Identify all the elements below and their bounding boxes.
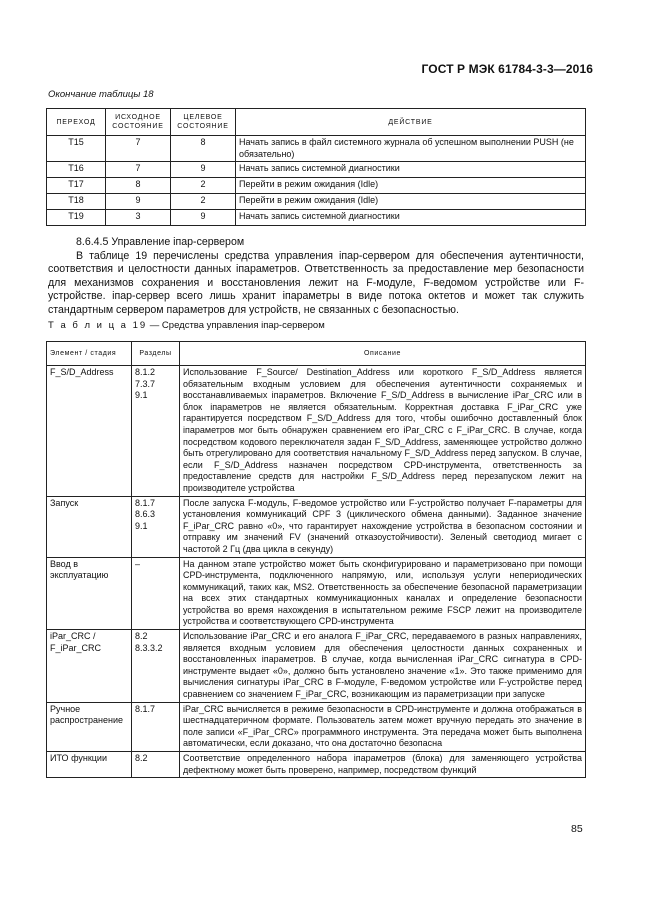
page-number: 85 [571,823,583,835]
table-row [47,162,586,178]
cell-element: ИТО функции [47,752,132,778]
cell-target: 9 [171,162,236,178]
cell-source: 7 [106,136,171,162]
col-header-element: Элемент / стадия [47,342,132,366]
table-19-caption [48,320,325,331]
cell-source: 7 [106,162,171,178]
cell-transition: T15 [47,136,106,162]
table-19 [46,341,586,778]
cell-sections: 8.1.7 8.6.3 9.1 [132,496,180,557]
cell-sections: 8.2 8.3.3.2 [132,630,180,703]
document-header: ГОСТ Р МЭК 61784-3-3—2016 [421,62,593,76]
cell-transition: T19 [47,210,106,226]
cell-description: iPar_CRC вычисляется в режиме безопасности в CPD-инструменте и должна отображаться в шестнадцатеричном формате. Пользователь затем может вручную передать это значение в поле записи «F_iPar_CRC» программного инструмента. Эта передача может быть выполнена автоматически, если доказано, что она достаточно безопасна [180,702,586,751]
table-row [47,630,586,703]
cell-action: Перейти в режим ожидания (Idle) [236,178,586,194]
col-header-target-state: ЦЕЛЕВОЕ СОСТОЯНИЕ [171,109,236,136]
cell-target: 9 [171,210,236,226]
table-row [47,366,586,497]
cell-transition: T16 [47,162,106,178]
cell-action: Начать запись системной диагностики [236,162,586,178]
cell-source: 3 [106,210,171,226]
table-row [47,702,586,751]
cell-action: Начать запись системной диагностики [236,210,586,226]
cell-sections: 8.1.7 [132,702,180,751]
section-paragraph [48,250,584,317]
col-header-action: ДЕЙСТВИЕ [236,109,586,136]
table-row [47,496,586,557]
cell-sections: 8.2 [132,752,180,778]
cell-description: Соответствие определенного набора iпараметров (блока) для заменяющего устройства дефектному может быть проверено, например, посредством функций [180,752,586,778]
table-19-caption-label: Т а б л и ц а 19 [48,320,148,331]
cell-element: iPar_CRC / F_iPar_CRC [47,630,132,703]
cell-sections: – [132,557,180,630]
table-row [47,210,586,226]
table-18-caption: Окончание таблицы 18 [48,89,154,100]
cell-action: Перейти в режим ожидания (Idle) [236,194,586,210]
cell-action: Начать запись в файл системного журнала об успешном выполнении PUSH (не обязательно) [236,136,586,162]
cell-description: Использование iPar_CRC и его аналога F_iPar_CRC, передаваемого в разных направлениях, является входным условием для обеспечения целостности данных сохраненных и восстановленных iпараметров. В случае, когда вычисленная iPar_CRC сигнатура в CPD-инструменте выдает «0», должно быть установлено значение «1». Это также применимо для вычисления сигнатуры iPar_CRC в F-модуле, F-ведомом устройстве или F-устройстве перед сравнением со значением F_iPar_CRC, возникающим из параметризации при запуске [180,630,586,703]
cell-description: Использование F_Source/ Destination_Address или короткого F_S/D_Address является обязательным входным условием для обеспечения аутентичности сохраняемых и восстанавливаемых iпараметров. Включение F_S/D_Address в вычисление iPar_CRC или в блок iпараметров не является обязательным. Корректная доставка F_iPar_CRC уже гарантируется посредством F_S/D_Address для того, чтобы ошибочно доставленный блок iпараметров мог быть обнаружен сравнением его iPar_CRC с F_iPar_CRC. В случае, когда посредством кодового переключателя задан F_S/D_Address, заменяющее устройство должно быть отрегулировано для соответствия начальному F_S/D_Address перед запуском. В случае, если F_S/D_Address назначен посредством CPD-инструмента, ответственность за предоставление средств для настройки F_S/D_Address перед перезапуском лежит на производителе устройства [180,366,586,497]
table-row [47,557,586,630]
col-header-transition: ПЕРЕХОД [47,109,106,136]
table-row [47,178,586,194]
section-heading-text: 8.6.4.5 Управление iпар-сервером [76,236,245,248]
cell-sections: 8.1.2 7.3.7 9.1 [132,366,180,497]
table-19-caption-title: — Средства управления iпар-сервером [147,320,325,331]
cell-element: Запуск [47,496,132,557]
col-header-description: Описание [180,342,586,366]
cell-target: 2 [171,178,236,194]
table-row [47,752,586,778]
col-header-sections: Разделы [132,342,180,366]
cell-source: 9 [106,194,171,210]
cell-source: 8 [106,178,171,194]
table-18 [46,108,586,226]
cell-target: 8 [171,136,236,162]
cell-target: 2 [171,194,236,210]
section-paragraph-text: В таблице 19 перечислены средства управления iпар-сервером для обеспечения аутентичности, соответствия и целостности данных iпараметров. Ответственность за предоставление мер безопасности для механизмов сохранения и восстановления лежит на F-модуле, F-ведомом устройстве или F-устройстве. iпар-сервер всего лишь хранит iпараметры в виде потока октетов и может так служить стандартным сервером параметров для устройств, не связанных с безопасностью. [48,250,584,316]
cell-transition: T17 [47,178,106,194]
cell-description: На данном этапе устройство может быть сконфигурировано и параметризовано при помощи CPD-инструмента, подключенного напрямую, или, используя услуги непериодических коммуникаций, таких как, MS2. Ответственность за обеспечение безопасной параметризации на всех этих стандартных коммуникационных каналах и определение безопасности устройства во время нахождения в испытательном режиме FSCP лежит на производителе устройства и соответствующего CPD-инструмента [180,557,586,630]
cell-transition: T18 [47,194,106,210]
cell-description: После запуска F-модуль, F-ведомое устройство или F-устройство получает F-параметры для установления коммуникаций CPF 3 (циклического обмена данными). Заданное значение F_iPar_CRC равно «0», что гарантирует нахождение устройства в безопасном состоянии и отправку им значений FV (значений отказоустойчивости). Зеленый светодиод мигает с частотой 2 Гц (два цикла в секунду) [180,496,586,557]
cell-element: F_S/D_Address [47,366,132,497]
section-heading [48,236,584,249]
table-row [47,194,586,210]
cell-element: Ручное распространение [47,702,132,751]
table-row [47,136,586,162]
col-header-source-state: ИСХОДНОЕ СОСТОЯНИЕ [106,109,171,136]
cell-element: Ввод в эксплуатацию [47,557,132,630]
